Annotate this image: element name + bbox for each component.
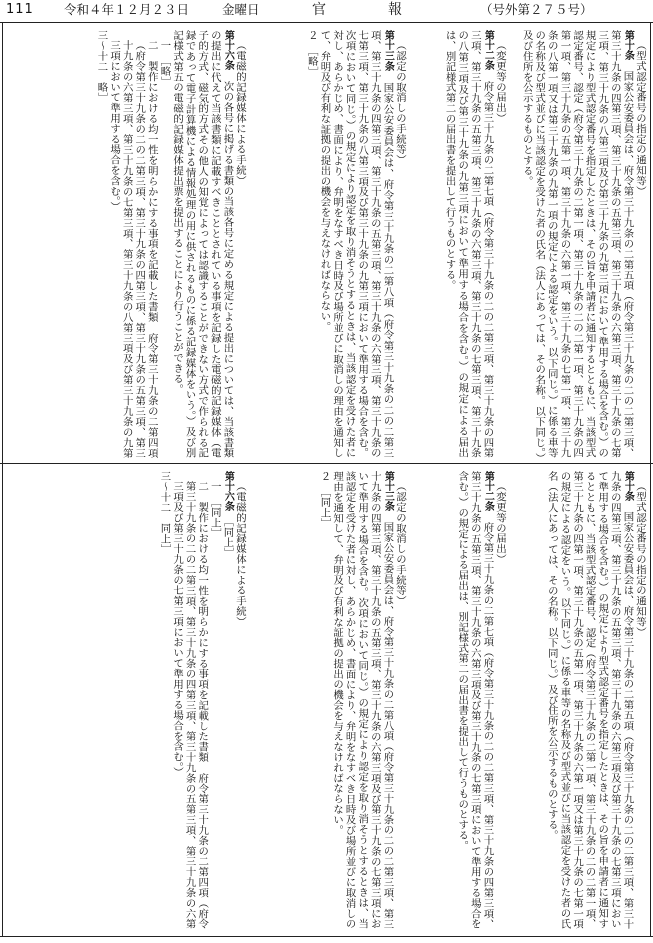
caption: （電磁的記録媒体による手続）	[234, 481, 246, 627]
article-body	[443, 30, 493, 458]
article-body	[330, 471, 393, 929]
gazette-header	[0, 0, 653, 22]
upper-article-12	[408, 30, 506, 458]
article-text: 国家公安委員会は、府令第三十九条の二第五項（府令第三十九条の二の二第三項、第三十九条の四第三項、第三十九条の五第三項、第三十九条の六第三項及び第三十九条の七第三項において準用する場合を含む。）の規定により型式認定番号を指定したときは、その旨を申請者に通知するとともに、当該型式認定番号、認定（府令第三十九条の二第一項、第三十九条の二の二第一項、第三十九条の四第一項、第三十九条の五第一項、第三十九条の六第一項又は第三十九条の七第一項の規定による認定をいう。以下同じ。）に係る車等の名称及び型式並びに当該認定を受けた者の氏名（法人にあっては、その名称。以下同じ。）及び住所を公示するものとする。	[545, 471, 634, 930]
caption: （変更等の届出）	[494, 481, 506, 565]
article-number: 第十条	[622, 471, 634, 502]
article-body	[545, 471, 633, 929]
paragraph-2: ２ ［略］	[305, 30, 318, 77]
article-text: 国家公安委員会は、府令第三十九条の二第五項（府令第三十九条の二の二第三項、第三十九条の四第三項、第三十九条の五第三項、第三十九条の六第三項、第三十九条の七第三項、第三十九条の八第三項及び第三十九条の九第三項において準用する場合を含む。）の規定により型式認定番号を指定したときは、その旨を申請者に通知するとともに、当該型式認定番号、認定（府令第三十九条の二第一項、第三十九条の二の二第一項、第三十九条の四第一項、第三十九条の五第一項、第三十九条の六第一項、第三十九条の七第一項、第三十九条の八第一項又は第三十九条の九第一項の規定による認定をいう。以下同じ。）に係る車等の名称及び型式並びに当該認定を受けた者の氏名（法人にあっては、その名称。以下同じ。）及び住所を公示するものとする。	[520, 30, 634, 459]
gazette-title-first: 官	[312, 2, 326, 18]
article-number: 第十条	[622, 30, 634, 61]
article-text: 府令第三十九条の二第七項（府令第三十九条の二の二第三項、第三十九条の四第三項、第三十九条の五第三項、第三十九条の六第三項及び第三十九条の七第三項において準用する場合を含む。）の規定による届出は、別記様式第二の届出書を提出して行うものとする。	[456, 471, 494, 930]
article-text: ［同上］	[221, 511, 234, 558]
upper-article-13	[248, 30, 406, 458]
article-number: 第十六条	[222, 30, 234, 71]
article-body	[520, 30, 633, 458]
article-number: 第十二条	[482, 30, 494, 71]
article-text: 次の各号に掲げる書類の当該各号に定める規定による提出については、当該書類の提出に代えて当該書類に記載すべきこととされている事項を記録した電磁的記録媒体（電子的方式、磁気的方式その他人の知覚によっては認識することができない方式で作られる記録であって電子計算機による情報処理の用に供されるものに係る記録媒体をいう。）及び別記様式第五の電磁的記録媒体提出票を提出することにより行うことができる。	[171, 30, 234, 458]
article-number: 第十三条	[382, 30, 394, 72]
article-body	[170, 30, 233, 458]
caption: （認定の取消しの手続等）	[394, 481, 406, 606]
article-number: 第十三条	[382, 471, 394, 512]
article-body	[318, 30, 394, 458]
header-rule	[0, 22, 653, 23]
caption: （型式認定番号の指定の通知等）	[634, 481, 646, 637]
item-1: 一 ［同上］	[208, 481, 221, 539]
caption: （変更等の届出）	[494, 40, 506, 124]
right-border	[650, 22, 651, 936]
caption: （型式認定番号の指定の通知等）	[634, 40, 646, 196]
caption: （認定の取消しの手続等）	[394, 40, 406, 165]
article-text: 府令第三十九条の二第七項（府令第三十九条の二の二第三項、第三十九条の四第三項、第三十九条の五第三項、第三十九条の六第三項、第三十九条の七第三項、第三十九条の八第三項及び第三十九条の九第三項において準用する場合を含む。）の規定による届出は、別記様式第二の届出書を提出して行うものとする。	[443, 30, 494, 458]
article-body	[221, 471, 234, 929]
lower-article-13	[248, 471, 406, 929]
lower-article-10	[508, 471, 646, 929]
paragraph-2: ２ ［同上］	[318, 471, 331, 529]
section-divider	[0, 463, 653, 464]
item-1: 一 ［略］	[158, 40, 171, 87]
item-2: 二 製作における均一性を明らかにする事項を記載した書類 府令第三十九条の二第四項（府令第三十九条の二の二第三項、第三十九条の四第三項、第三十九条の五第三項、第三十九条の六第三項、第三十九条の七第三項、第三十九条の八第三項及び第三十九条の九第三項において準用する場合を含む。）	[108, 40, 158, 458]
issue-number: （号外第２７５号）	[480, 2, 593, 17]
article-text: 国家公安委員会は、府令第三十九条の二第八項（府令第三十九条の二の二第三項、第三十九条の四第三項、第三十九条の五第三項、第三十九条の六第三項及び第三十九条の七第三項において準用する場合を含む。次項において同じ。）の規定により認定を取り消そうとするときは、当該認定を受けた者に対し、あらかじめ、書面により、弁明をなすべき日時及び場所並びに取消しの理由を通知して、弁明及び有利な証拠の提出の機会を与えなければならない。	[331, 471, 394, 930]
footer-rule	[0, 936, 653, 937]
left-border	[2, 22, 3, 936]
article-number: 第十六条	[222, 471, 234, 511]
upper-article-10	[508, 30, 646, 458]
article-text: 国家公安委員会は、府令第三十九条の二第八項（府令第三十九条の二の二第三項、第三十九条の四第三項、第三十九条の五第三項、第三十九条の六第三項、第三十九条の七第三項、第三十九条の八第三項及び第三十九条の九第三項において準用する場合を含む。次項において同じ。）の規定により認定を取り消そうとするときは、当該認定を受けた者に対し、あらかじめ、書面により、弁明をなすべき日時及び場所並びに取消しの理由を通知して、弁明及び有利な証拠の提出の機会を与えなければならない。	[318, 30, 394, 459]
article-body	[456, 471, 494, 929]
issue-date: 令和４年１２月２３日	[64, 2, 190, 17]
article-number: 第十二条	[482, 471, 494, 512]
lower-article-16	[8, 471, 246, 929]
item-2: 二 製作における均一性を明らかにする事項を記載した書類 府令第三十九条の二第四項（府令第三十九条の二の二第三項、第三十九条の四第三項、第三十九条の五第三項、第三十九条の六第三項及び第三十九条の七第三項において準用する場合を含む。）	[171, 481, 209, 929]
item-3: 三〜十二 略］	[95, 30, 108, 103]
gazette-title-second: 報	[388, 2, 402, 18]
upper-article-16	[8, 30, 246, 458]
caption: （電磁的記録媒体による手続）	[234, 40, 246, 186]
item-3: 三〜十二 同上］	[158, 471, 171, 555]
lower-article-12	[408, 471, 506, 929]
page-number: 111	[6, 2, 34, 17]
weekday: 金曜日	[222, 2, 260, 17]
